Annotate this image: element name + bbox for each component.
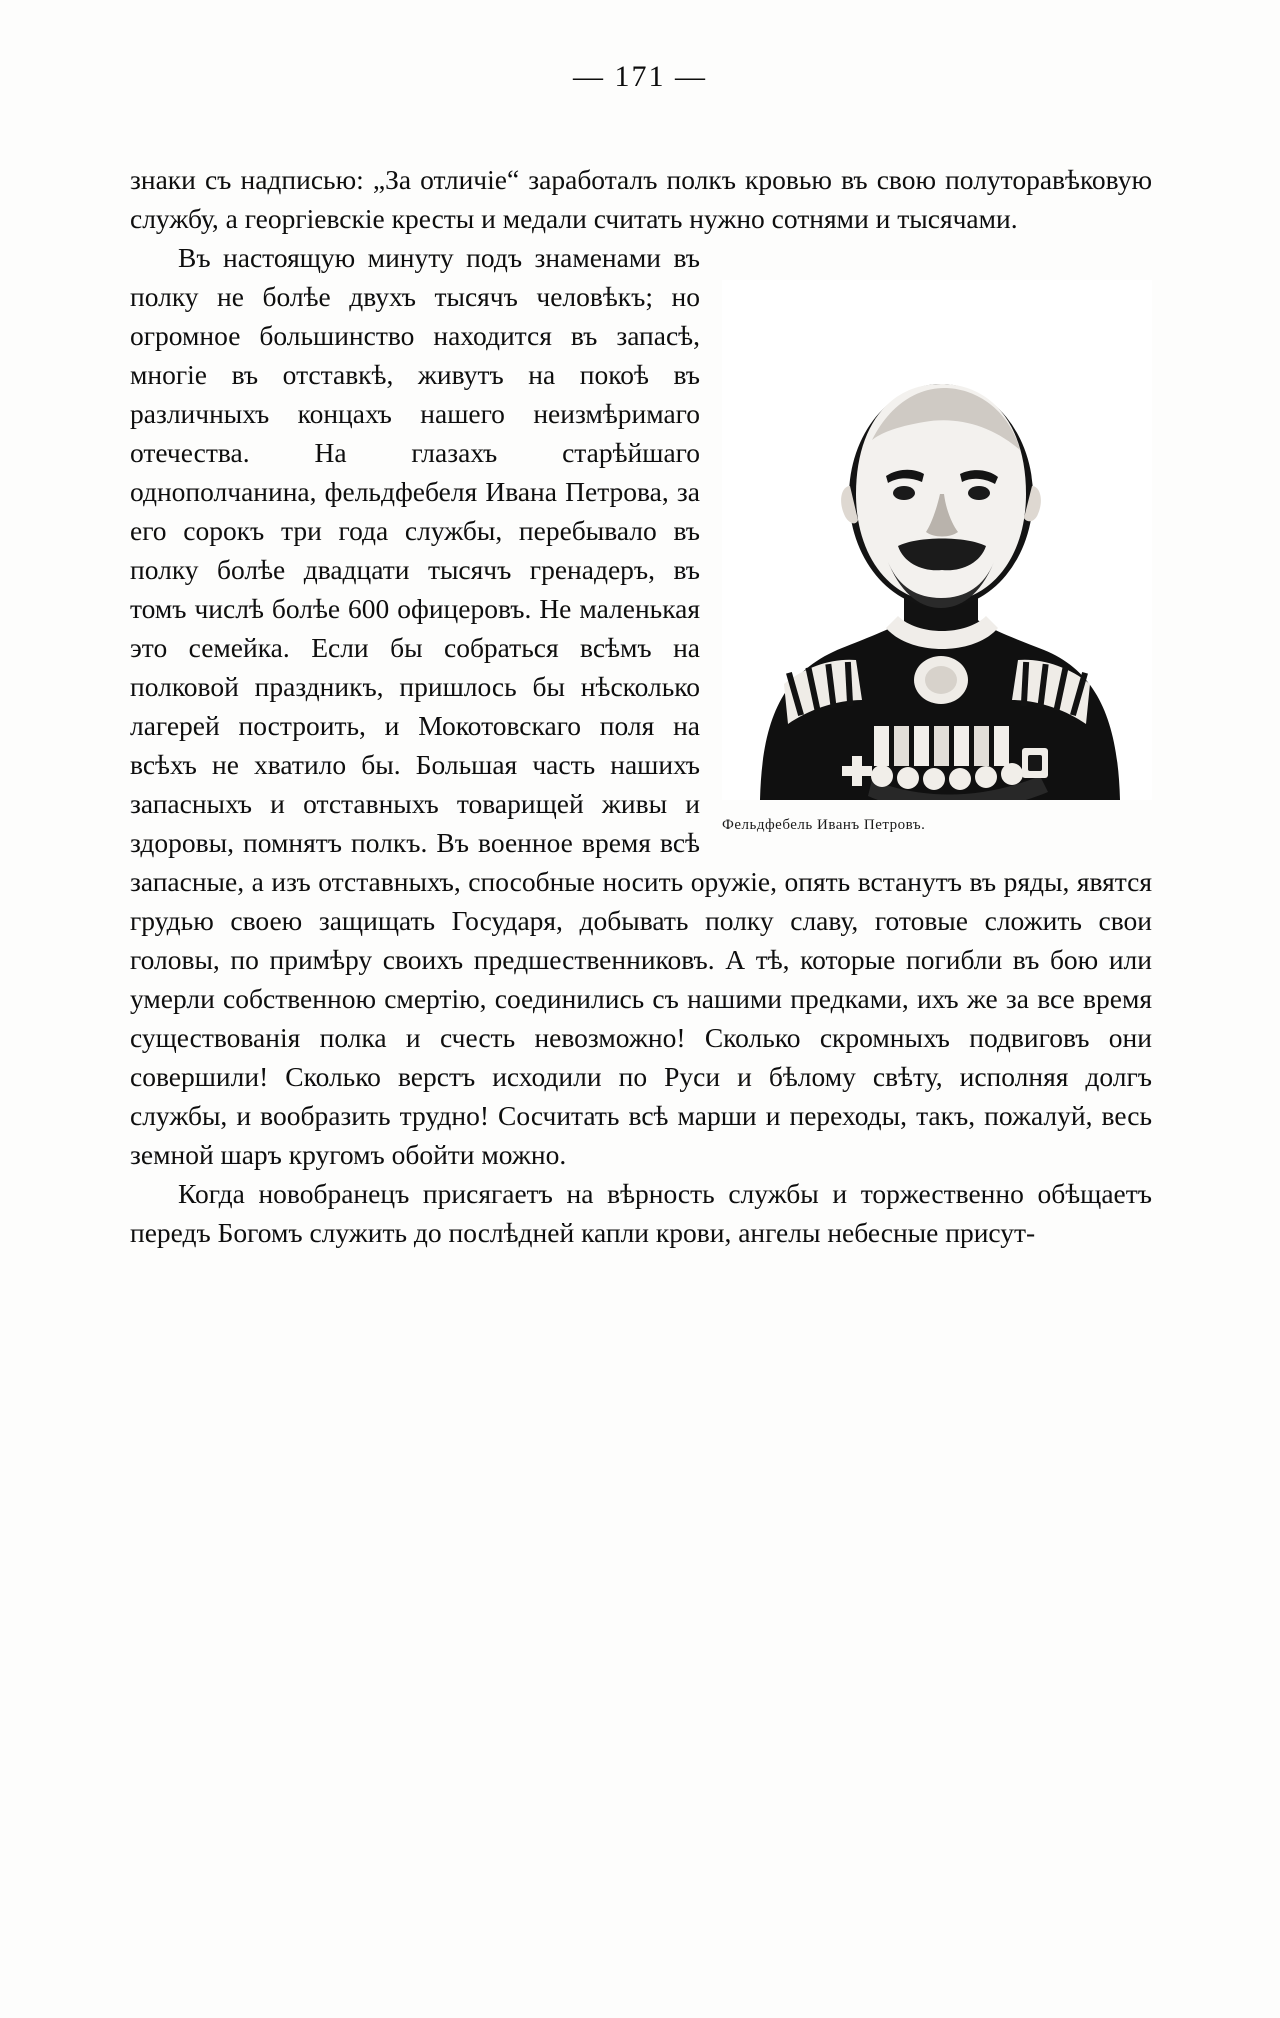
paragraph-3: Когда новобранецъ присягаетъ на вѣрность службы и торжественно обѣщаетъ передъ Богомъ служить до послѣдней капли крови, ангелы небесные присут- [130,1178,1152,1248]
portrait-engraving [722,280,1152,800]
figure-portrait [722,280,1152,845]
page-body-text [130,160,1152,1252]
paragraph-2-text: Въ настоящую минуту подъ знаменами въ полку не болѣе двухъ тысячъ человѣкъ; но огромное большинство находится въ запасѣ, многіе въ отставкѣ, живутъ на покоѣ въ различныхъ концахъ нашего неизмѣримаго отечества. На глазахъ старѣйшаго однополчанина, фельдфебеля Ивана Петрова, за его сорокъ три года службы, перебывало въ полку болѣе двадцати тысячъ гренадеръ, въ томъ числѣ болѣе 600 офицеровъ. Не маленькая это семейка. Если бы собраться всѣмъ на полковой праздникъ, пришлось бы нѣсколько лагерей построить, и Мокотовскаго поля на всѣхъ не хватило бы. Большая часть нашихъ запасныхъ и отставныхъ товарищей живы и здоровы, помнятъ полкъ. Въ военное время всѣ запасные, а изъ отставныхъ, способные носить оружіе, опять встанутъ въ ряды, явятся грудью своею защищать Государя, добывать полку славу, готовые сложить свои головы, по примѣру своихъ предшественниковъ. А тѣ, которые погибли въ бою или умерли собственною смертію, соединились съ нашими предками, ихъ же за все время существованія полка и счесть невозможно! Сколько скромныхъ подвиговъ они совершили! Сколько верстъ исходили по Руси и бѣлому свѣту, исполняя долгъ службы, и вообразить трудно! Сосчитать всѣ марши и переходы, такъ, пожалуй, весь земной шаръ кругомъ обойти можно. [130,242,1152,1170]
figure-caption: Фельдфебель Иванъ Петровъ. [722,817,926,833]
paragraph-1: знаки съ надписью: „За отличіе“ заработалъ полкъ кровью въ свою полуторавѣковую службу, а георгіевскіе кресты и медали считать нужно сотнями и тысячами. [130,164,1152,234]
paragraph-2 [130,238,1152,1174]
portrait-image [722,280,1152,800]
page-number: — 171 — [573,60,707,93]
